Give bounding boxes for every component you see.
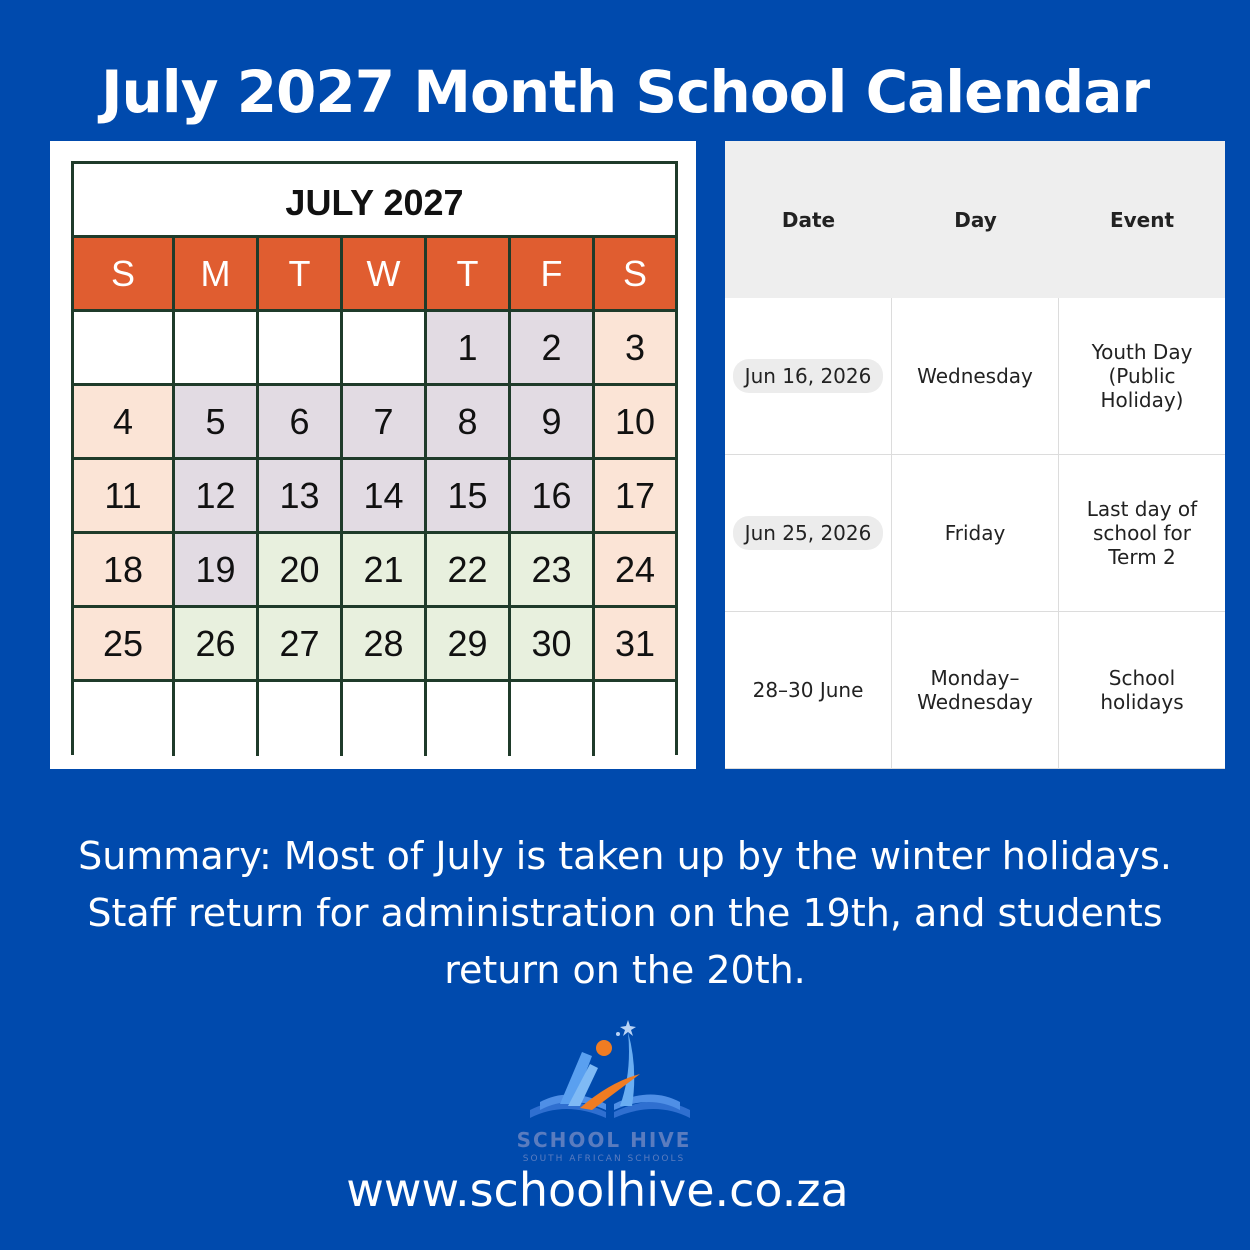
calendar-day: 12	[175, 460, 259, 534]
weekday-header: S	[74, 238, 175, 312]
calendar-empty-cell	[175, 682, 259, 756]
calendar-card	[50, 141, 696, 769]
calendar-day: 6	[259, 386, 343, 460]
summary-text: Summary: Most of July is taken up by the winter holidays. Staff return for administration on the 19th, and students return on the 20th.	[78, 834, 1172, 992]
calendar-day: 9	[511, 386, 595, 460]
calendar-day: 18	[74, 534, 175, 608]
table-cell-date	[725, 298, 892, 455]
calendar-day: 13	[259, 460, 343, 534]
calendar-empty-cell	[343, 682, 427, 756]
calendar-day: 4	[74, 386, 175, 460]
calendar-month-label: JULY 2027	[74, 164, 675, 238]
calendar-day: 3	[595, 312, 675, 386]
calendar-empty-cell	[259, 312, 343, 386]
logo-name: SCHOOL HIVE	[516, 1128, 692, 1152]
date-pill: Jun 16, 2026	[733, 359, 884, 393]
table-cell-date: 28–30 June	[725, 612, 892, 769]
table-cell-day: Monday–Wednesday	[892, 612, 1059, 769]
calendar-empty-cell	[74, 682, 175, 756]
weekday-header: S	[595, 238, 675, 312]
calendar-day: 26	[175, 608, 259, 682]
calendar-day: 2	[511, 312, 595, 386]
calendar-day: 19	[175, 534, 259, 608]
table-cell-date	[725, 455, 892, 612]
calendar-day: 15	[427, 460, 511, 534]
table-cell-event: School holidays	[1059, 612, 1225, 769]
calendar-empty-cell	[175, 312, 259, 386]
calendar-empty-cell	[74, 312, 175, 386]
calendar-day: 29	[427, 608, 511, 682]
table-header: Date	[725, 141, 892, 298]
weekday-header: M	[175, 238, 259, 312]
calendar-empty-cell	[595, 682, 675, 756]
table-cell-event: Last day of school for Term 2	[1059, 455, 1225, 612]
calendar-day: 21	[343, 534, 427, 608]
calendar-day: 25	[74, 608, 175, 682]
events-table	[725, 141, 1225, 769]
calendar-empty-cell	[511, 682, 595, 756]
table-cell-day: Wednesday	[892, 298, 1059, 455]
table-header: Event	[1059, 141, 1225, 298]
website-link[interactable]: www.schoolhive.co.za	[346, 1163, 849, 1217]
calendar-day: 27	[259, 608, 343, 682]
weekday-header: F	[511, 238, 595, 312]
calendar-day: 31	[595, 608, 675, 682]
calendar-day: 20	[259, 534, 343, 608]
calendar-day: 24	[595, 534, 675, 608]
table-cell-day: Friday	[892, 455, 1059, 612]
calendar-day: 17	[595, 460, 675, 534]
page-title: July 2027 Month School Calendar	[100, 58, 1150, 126]
date-pill: Jun 25, 2026	[733, 516, 884, 550]
weekday-header: T	[427, 238, 511, 312]
calendar-day: 8	[427, 386, 511, 460]
calendar-day: 16	[511, 460, 595, 534]
calendar-empty-cell	[427, 682, 511, 756]
calendar-empty-cell	[259, 682, 343, 756]
calendar-day: 28	[343, 608, 427, 682]
calendar-day: 23	[511, 534, 595, 608]
calendar-day: 11	[74, 460, 175, 534]
logo-tagline: SOUTH AFRICAN SCHOOLS	[522, 1154, 686, 1164]
table-header: Day	[892, 141, 1059, 298]
calendar-day: 5	[175, 386, 259, 460]
calendar-day: 14	[343, 460, 427, 534]
weekday-header: T	[259, 238, 343, 312]
calendar-frame	[71, 161, 678, 755]
calendar-day: 10	[595, 386, 675, 460]
weekday-header: W	[343, 238, 427, 312]
calendar-day: 7	[343, 386, 427, 460]
calendar-day: 1	[427, 312, 511, 386]
calendar-empty-cell	[343, 312, 427, 386]
calendar-grid	[74, 238, 675, 756]
calendar-day: 22	[427, 534, 511, 608]
calendar-day: 30	[511, 608, 595, 682]
table-cell-event: Youth Day (Public Holiday)	[1059, 298, 1225, 455]
